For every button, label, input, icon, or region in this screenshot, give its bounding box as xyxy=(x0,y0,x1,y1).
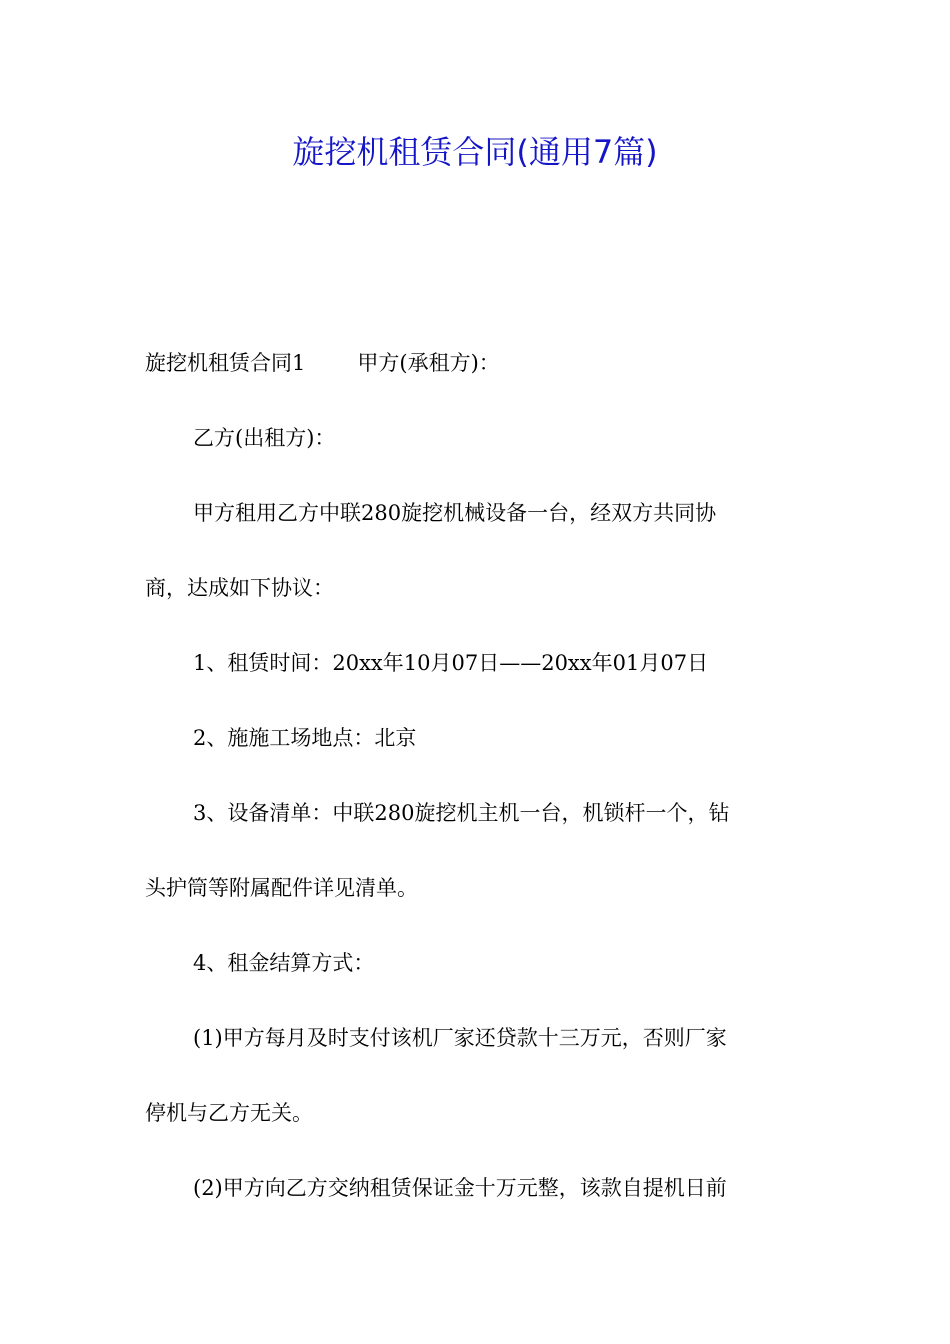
clause-rental-period: 1、租赁时间：20xx年10月07日——20xx年01月07日 xyxy=(193,651,709,675)
section-heading: 旋挖机租赁合同1 xyxy=(145,351,306,375)
paragraph-line: 商，达成如下协议： xyxy=(145,576,334,600)
subclause-1: (1)甲方每月及时支付该机厂家还贷款十三万元，否则厂家 xyxy=(193,1026,727,1050)
clause-site-location: 2、施施工场地点：北京 xyxy=(193,726,417,750)
document-title: 旋挖机租赁合同(通用7篇) xyxy=(292,133,658,171)
subclause-2: (2)甲方向乙方交纳租赁保证金十万元整，该款自提机日前 xyxy=(193,1176,727,1200)
document-body xyxy=(145,326,810,1226)
paragraph-line: 头护筒等附属配件详见清单。 xyxy=(145,876,418,900)
clause-equipment-list: 3、设备清单：中联280旋挖机主机一台，机锁杆一个，钻 xyxy=(193,801,730,825)
party-a-label: 甲方(承租方)： xyxy=(357,351,500,375)
paragraph-line: 甲方租用乙方中联280旋挖机械设备一台，经双方共同协 xyxy=(193,501,717,525)
paragraph-line xyxy=(145,326,810,401)
paragraph-line: 停机与乙方无关。 xyxy=(145,1101,313,1125)
party-b-label: 乙方(出租方)： xyxy=(193,426,336,450)
clause-payment-method: 4、租金结算方式： xyxy=(193,951,375,975)
